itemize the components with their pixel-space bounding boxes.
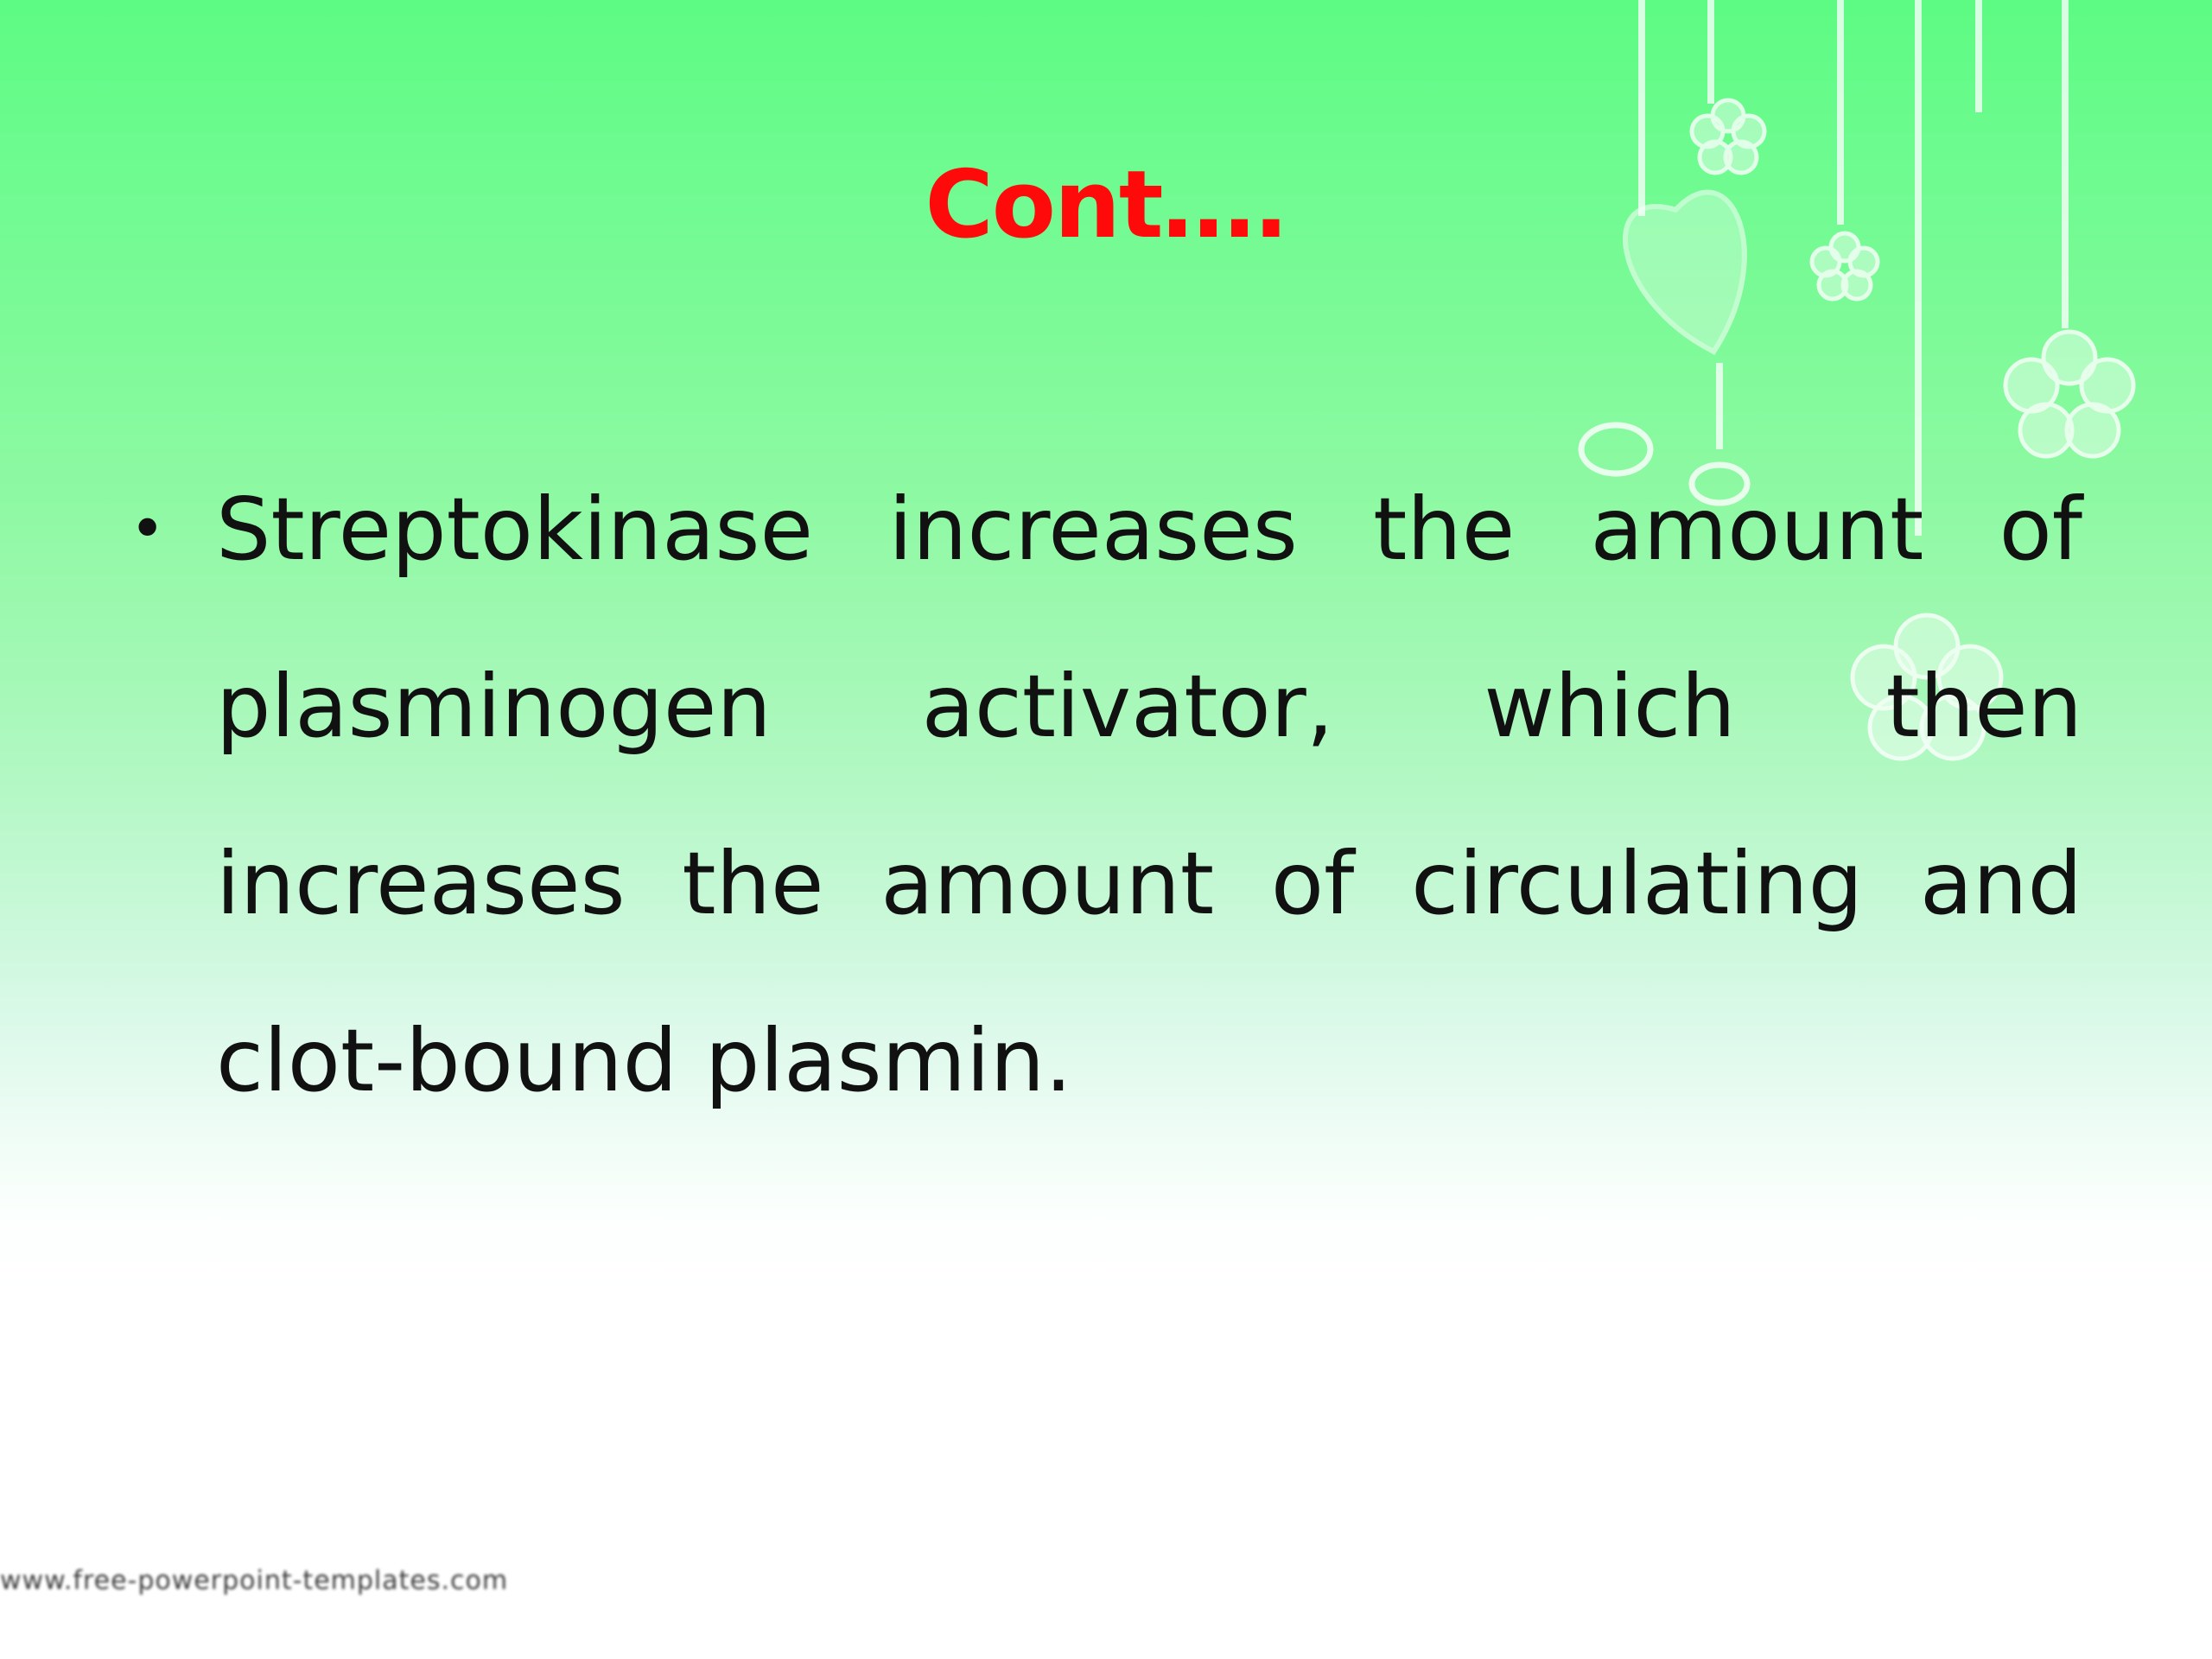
footer-url-watermark: www.free-powerpoint-templates.com [0, 1566, 509, 1596]
bullet-list [130, 441, 2082, 1149]
slide-title: Cont…. [925, 151, 1287, 259]
bullet-dot-icon: • [130, 493, 166, 564]
bullet-item [130, 441, 2082, 1149]
bullet-text: Streptokinase increases the amount of plasminogen activator, which then increases the amount of circulating and clot-bound plasmin. [216, 479, 2082, 1111]
